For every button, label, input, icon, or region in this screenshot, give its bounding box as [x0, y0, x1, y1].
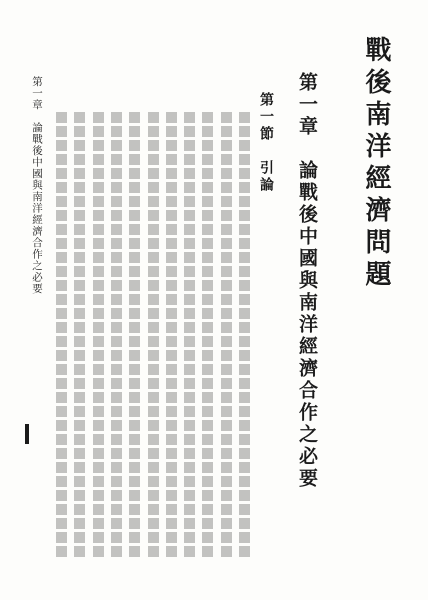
body-text [56, 112, 250, 560]
running-header: 第一章 論戰後中國與南洋經濟合作之必要 [31, 76, 43, 295]
body-column [166, 112, 177, 560]
page-number [25, 424, 29, 444]
chapter-title: 第一章 論戰後中國與南洋經濟合作之必要 [296, 72, 318, 490]
body-column [74, 112, 85, 560]
body-column [111, 112, 122, 560]
body-column [184, 112, 195, 560]
section-title: 第一節 引論 [258, 92, 274, 194]
body-column [202, 112, 213, 560]
book-title: 戰後南洋經濟問題 [361, 36, 391, 292]
body-column [129, 112, 140, 560]
body-column [56, 112, 67, 560]
body-column [221, 112, 232, 560]
body-column [148, 112, 159, 560]
body-column [93, 112, 104, 560]
body-column [239, 112, 250, 560]
